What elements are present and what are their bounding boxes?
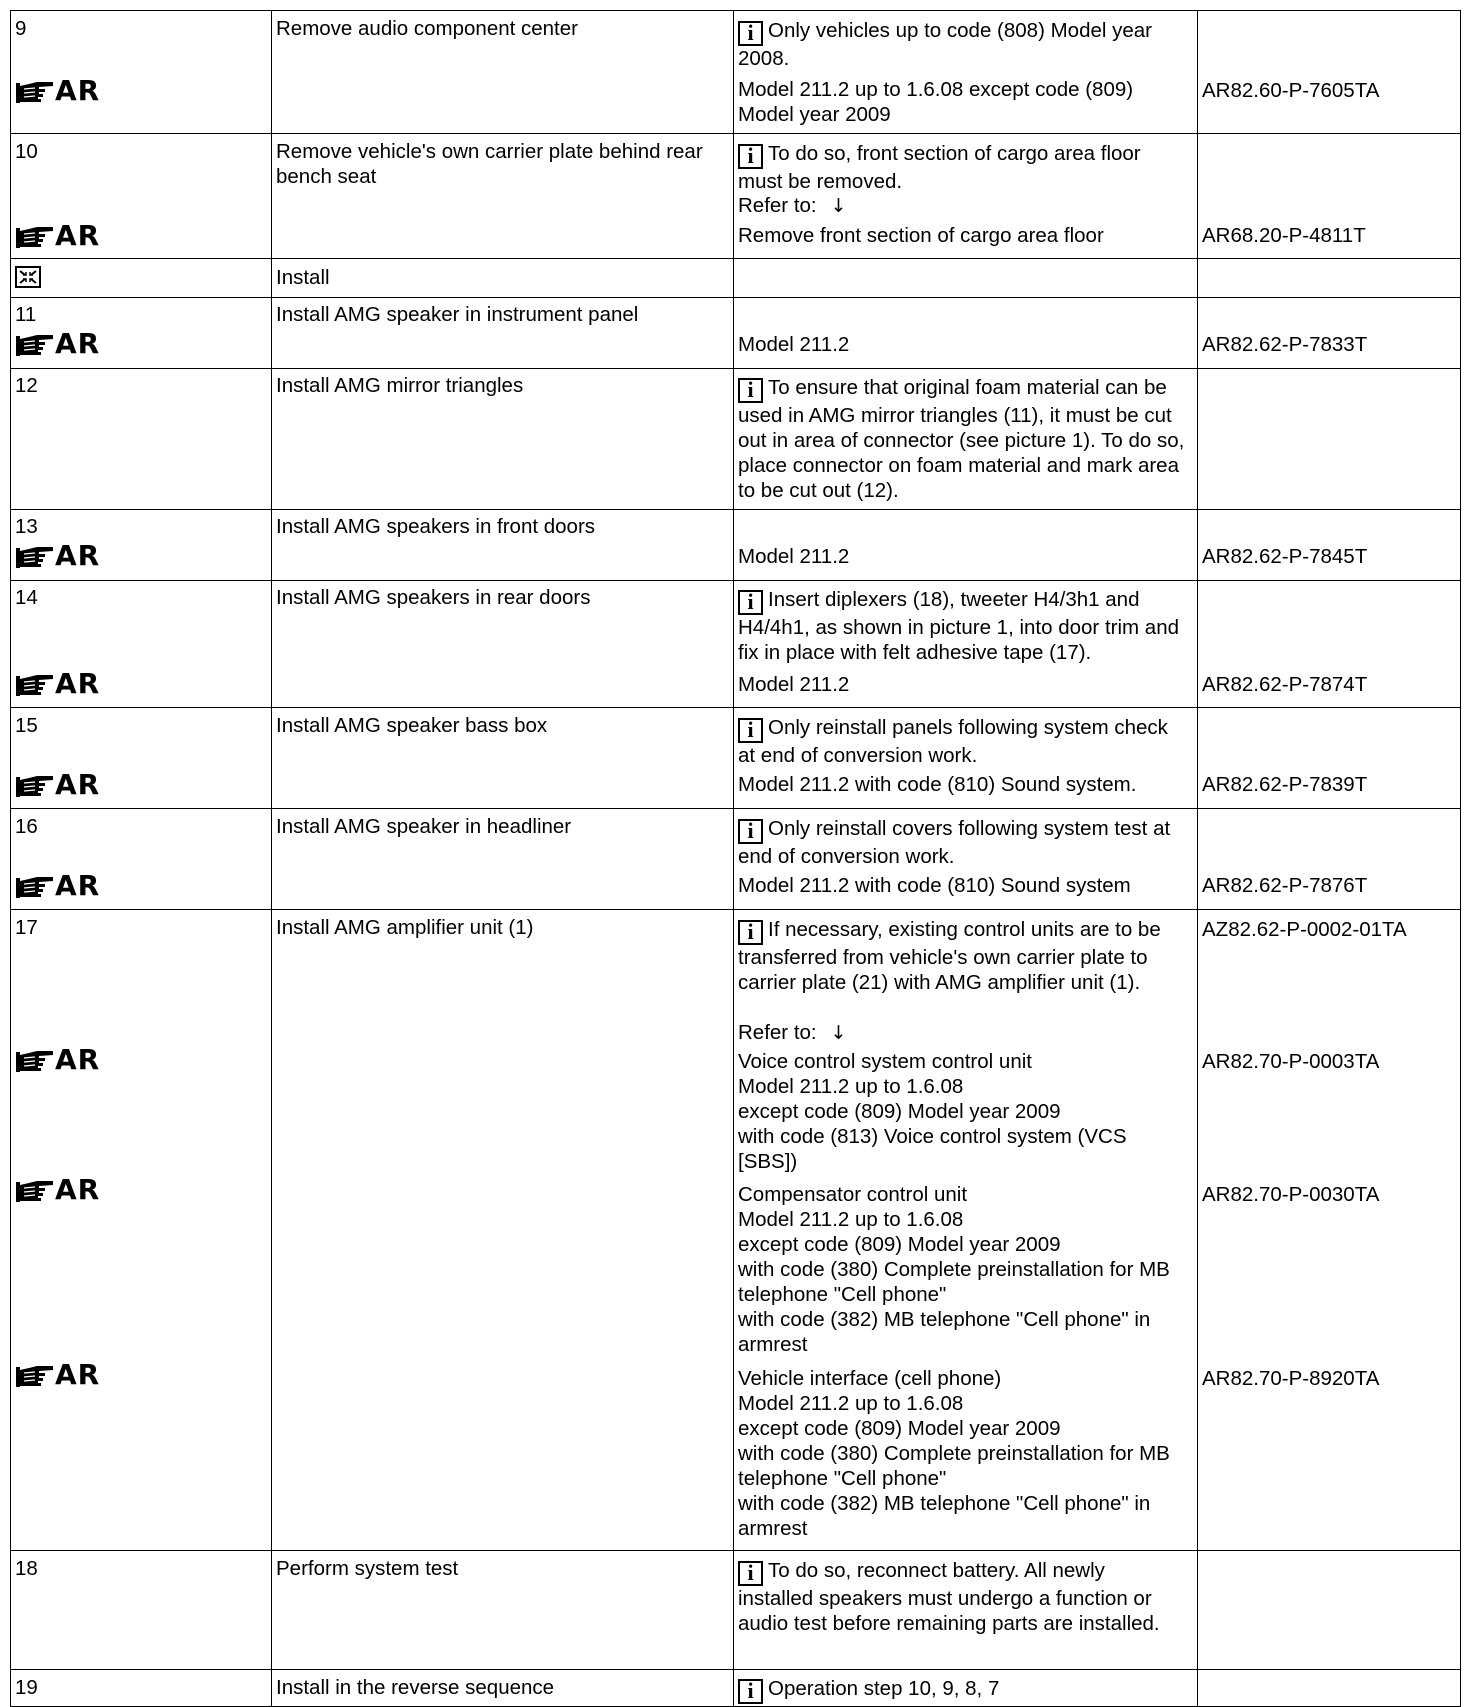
step-number: 15: [15, 714, 38, 737]
ar-label: AR: [55, 219, 101, 252]
ar-label: AR: [55, 768, 101, 801]
step-action: Remove vehicle's own carrier plate behind rear bench seat: [276, 140, 703, 188]
step-action: Install AMG speaker in headliner: [276, 815, 572, 838]
ar-document-link[interactable]: AR82.62-P-7833T: [1202, 333, 1368, 356]
ar-reference-marker: [15, 1358, 101, 1391]
ar-document-link[interactable]: AR82.70-P-0003TA: [1202, 1050, 1380, 1073]
ar-document-link[interactable]: AR82.70-P-8920TA: [1202, 1367, 1380, 1390]
info-icon: i: [738, 1561, 763, 1586]
pointing-hand-icon: [15, 223, 55, 249]
step-note: [738, 816, 1183, 869]
pointing-hand-icon: [15, 671, 55, 697]
step-action: Install AMG mirror triangles: [276, 374, 524, 397]
refer-to: [738, 1020, 847, 1046]
info-icon: i: [738, 21, 763, 46]
step-number: 17: [15, 916, 38, 939]
step-number: 9: [15, 17, 27, 40]
ar-label: AR: [55, 869, 101, 902]
step-condition: Model 211.2 with code (810) Sound system.: [738, 773, 1137, 796]
ar-reference-marker: [15, 768, 101, 801]
step-note: [738, 1558, 1185, 1636]
pointing-hand-icon: [15, 331, 55, 357]
note-text: Only reinstall panels following system check at end of conversion work.: [738, 716, 1168, 767]
table-row: [11, 510, 1461, 581]
step-condition: Compensator control unit Model 211.2 up to 1.6.08 except code (809) Model year 2009 with code (380) Complete preinstallation for MB telephone "Cell phone" with code (382) MB telephone "Cell phone" in armrest: [738, 1183, 1170, 1356]
note-text: To do so, reconnect battery. All newly installed speakers must undergo a function or audio test before remaining parts are installed.: [738, 1559, 1160, 1635]
pointing-hand-icon: [15, 543, 55, 569]
table-row: [11, 298, 1461, 369]
table-row: [11, 11, 1461, 134]
ar-reference-marker: [15, 667, 101, 700]
step-action: Install AMG speaker bass box: [276, 714, 548, 737]
ar-label: AR: [55, 539, 101, 572]
install-icon: [15, 266, 41, 294]
ar-label: AR: [55, 667, 101, 700]
info-icon: i: [738, 378, 763, 403]
step-note: [738, 1676, 999, 1704]
arrow-down-icon: ↓: [830, 195, 847, 217]
note-text: To do so, front section of cargo area floor must be removed.: [738, 142, 1141, 193]
step-action: Remove audio component center: [276, 17, 578, 40]
step-note: [738, 715, 1183, 768]
ar-reference-marker: [15, 327, 101, 360]
step-number: 11: [15, 303, 37, 326]
table-row: [11, 1670, 1461, 1707]
step-number: 14: [15, 586, 38, 609]
step-note: [738, 18, 1187, 71]
step-condition: Remove front section of cargo area floor: [738, 224, 1104, 247]
az-document-link[interactable]: AZ82.62-P-0002-01TA: [1202, 918, 1407, 941]
ar-reference-marker: [15, 74, 101, 107]
ar-document-link[interactable]: AR82.62-P-7845T: [1202, 545, 1368, 568]
pointing-hand-icon: [15, 873, 55, 899]
note-text: If necessary, existing control units are to be transferred from vehicle's own carrier plate to carrier plate (21) with AMG amplifier unit (1).: [738, 918, 1161, 994]
section-label: Install: [276, 266, 330, 289]
info-icon: i: [738, 718, 763, 743]
table-row: [11, 134, 1461, 259]
step-number: 12: [15, 374, 38, 397]
note-text: Only reinstall covers following system test at end of conversion work.: [738, 817, 1171, 868]
ar-document-link[interactable]: AR68.20-P-4811T: [1202, 224, 1366, 247]
pointing-hand-icon: [15, 1362, 55, 1388]
step-condition: Vehicle interface (cell phone) Model 211.2 up to 1.6.08 except code (809) Model year 2009 with code (380) Complete preinstallation for MB telephone "Cell phone" with code (382) MB telephone "Cell phone" in armrest: [738, 1367, 1170, 1540]
ar-document-link[interactable]: AR82.62-P-7876T: [1202, 874, 1368, 897]
info-icon: i: [738, 1679, 763, 1704]
step-condition: Model 211.2: [738, 333, 850, 356]
info-icon: i: [738, 819, 763, 844]
info-icon: i: [738, 920, 763, 945]
ar-reference-marker: [15, 869, 101, 902]
info-icon: i: [738, 144, 763, 169]
step-condition: Model 211.2: [738, 673, 850, 696]
note-text: To ensure that original foam material can be used in AMG mirror triangles (11), it must be cut out in area of connector (see picture 1). To do so, place connector on foam material and mark area to be cut out (12).: [738, 376, 1185, 502]
info-icon: i: [738, 590, 763, 615]
procedure-table: [10, 10, 1461, 1707]
step-number: 10: [15, 140, 38, 163]
step-condition: Model 211.2: [738, 545, 850, 568]
ar-label: AR: [55, 327, 101, 360]
ar-document-link[interactable]: AR82.60-P-7605TA: [1202, 79, 1380, 102]
table-row: [11, 581, 1461, 708]
ar-label: AR: [55, 1043, 101, 1076]
ar-reference-marker: [15, 1173, 101, 1206]
step-number: 13: [15, 515, 38, 538]
step-action: Perform system test: [276, 1557, 459, 1580]
ar-label: AR: [55, 74, 101, 107]
pointing-hand-icon: [15, 1177, 55, 1203]
note-text: Operation step 10, 9, 8, 7: [768, 1677, 1000, 1700]
step-condition: Model 211.2 up to 1.6.08 except code (809) Model year 2009: [738, 78, 1134, 126]
step-number: 18: [15, 1557, 38, 1580]
step-note: [738, 917, 1185, 995]
step-condition: Model 211.2 with code (810) Sound system: [738, 874, 1131, 897]
refer-to-label: Refer to:: [738, 1021, 817, 1044]
pointing-hand-icon: [15, 772, 55, 798]
pointing-hand-icon: [15, 1047, 55, 1073]
note-text: Insert diplexers (18), tweeter H4/3h1 and H4/4h1, as shown in picture 1, into door trim and fix in place with felt adhesive tape (17).: [738, 588, 1179, 664]
step-note: [738, 375, 1185, 503]
ar-document-link[interactable]: AR82.70-P-0030TA: [1202, 1183, 1380, 1206]
refer-to-label: Refer to:: [738, 194, 817, 217]
table-row: [11, 259, 1461, 298]
step-note: [738, 587, 1185, 665]
step-condition: Voice control system control unit Model 211.2 up to 1.6.08 except code (809) Model year 2009 with code (813) Voice control system (VCS [SBS]): [738, 1050, 1127, 1173]
refer-to: [738, 193, 847, 219]
arrow-down-icon: ↓: [830, 1022, 847, 1044]
step-number: 16: [15, 815, 38, 838]
table-row: [11, 809, 1461, 910]
step-action: Install AMG speakers in rear doors: [276, 586, 591, 609]
table-row: [11, 708, 1461, 809]
step-note: [738, 141, 1157, 194]
table-row: [11, 369, 1461, 510]
ar-reference-marker: [15, 219, 101, 252]
ar-document-link[interactable]: AR82.62-P-7874T: [1202, 673, 1368, 696]
pointing-hand-icon: [15, 78, 55, 104]
step-action: Install AMG speaker in instrument panel: [276, 303, 639, 326]
step-action: Install AMG speakers in front doors: [276, 515, 596, 538]
table-row: [11, 1551, 1461, 1670]
note-text: Only vehicles up to code (808) Model year 2008.: [738, 19, 1153, 70]
ar-reference-marker: [15, 539, 101, 572]
ar-label: AR: [55, 1358, 101, 1391]
ar-reference-marker: [15, 1043, 101, 1076]
table-row: [11, 910, 1461, 1551]
step-number: 19: [15, 1676, 38, 1699]
ar-label: AR: [55, 1173, 101, 1206]
step-action: Install in the reverse sequence: [276, 1676, 555, 1699]
step-action: Install AMG amplifier unit (1): [276, 916, 534, 939]
ar-document-link[interactable]: AR82.62-P-7839T: [1202, 773, 1368, 796]
